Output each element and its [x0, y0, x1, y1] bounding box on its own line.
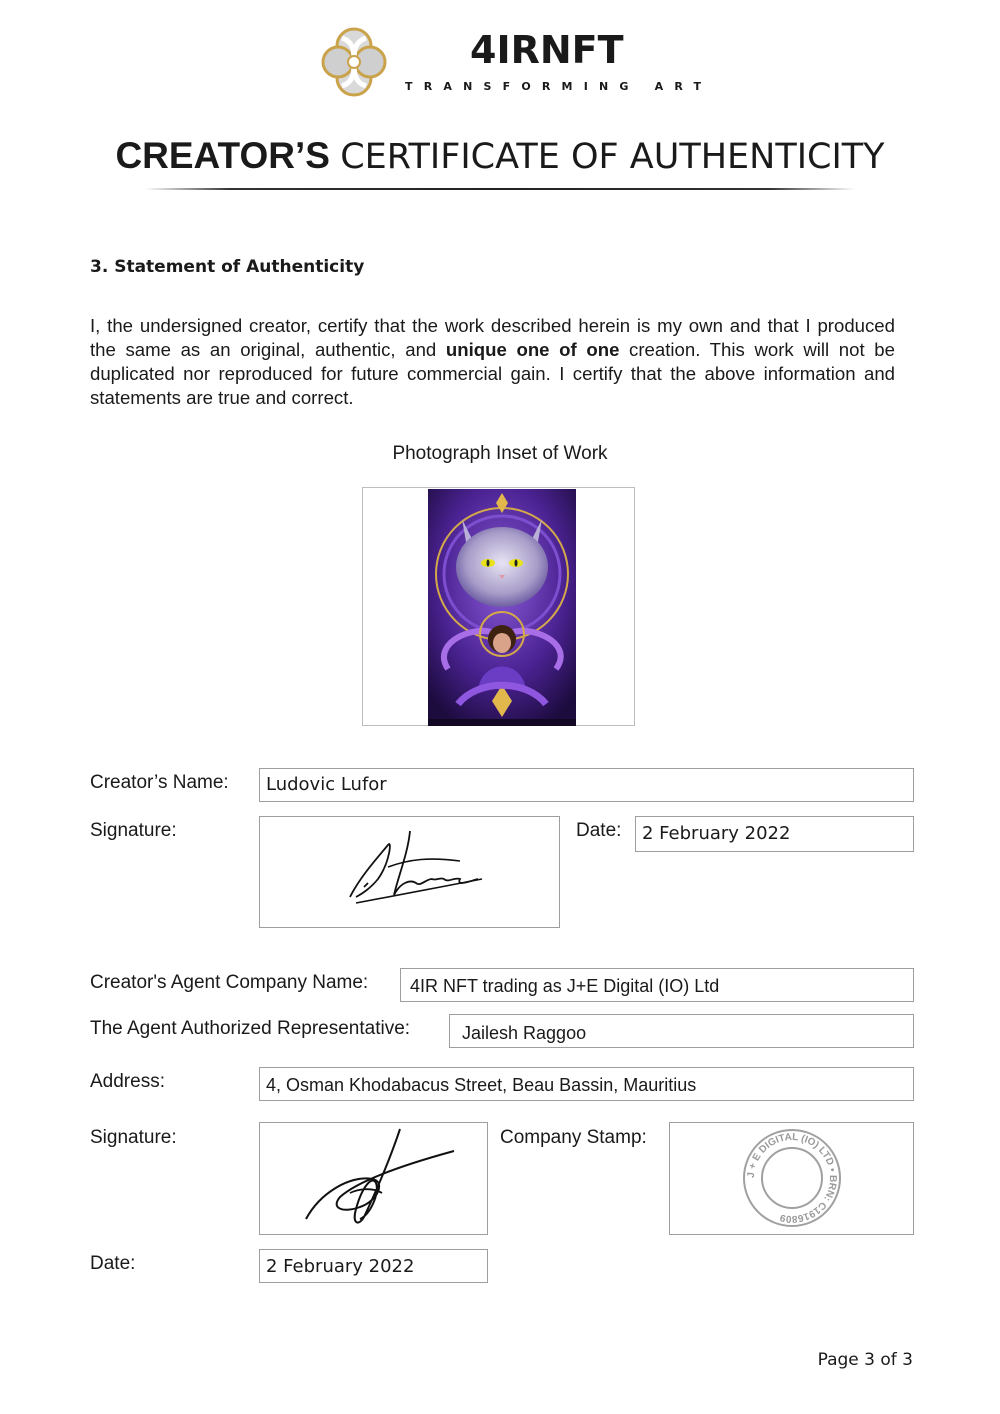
- section-heading: [90, 257, 364, 277]
- creator-date-field[interactable]: [635, 816, 914, 852]
- agent-company-label: Creator's Agent Company Name:: [90, 972, 369, 993]
- agent-date-label: Date:: [90, 1253, 136, 1274]
- agent-signature-box[interactable]: [259, 1122, 488, 1235]
- stamp-text: J + E DIGITAL (IO) LTD • BRN: C1916809: [745, 1131, 839, 1225]
- logo-knot-icon: [316, 24, 392, 100]
- section-title: Statement of Authenticity: [114, 257, 365, 277]
- creator-name-label: Creator’s Name:: [90, 772, 229, 793]
- statement-paragraph: [90, 314, 895, 410]
- title-divider: [145, 188, 855, 190]
- page-title: [0, 135, 1000, 177]
- section-number: 3.: [90, 257, 109, 277]
- title-rest: CERTIFICATE OF AUTHENTICITY: [340, 137, 885, 177]
- creator-date-value: 2 February 2022: [642, 823, 791, 844]
- page-number: Page 3 of 3: [817, 1350, 913, 1370]
- title-bold-part: CREATOR’S: [115, 135, 330, 176]
- company-stamp-label: Company Stamp:: [500, 1127, 647, 1148]
- creator-date-label: Date:: [576, 820, 622, 841]
- agent-company-value: 4IR NFT trading as J+E Digital (IO) Ltd: [410, 976, 720, 996]
- company-stamp-box[interactable]: [669, 1122, 914, 1235]
- brand-name: 4IRNFT: [470, 28, 624, 72]
- inset-caption: Photograph Inset of Work: [392, 443, 608, 464]
- agent-signature-image: [260, 1123, 489, 1236]
- agent-rep-field[interactable]: [449, 1014, 914, 1048]
- svg-text:J + E DIGITAL (IO) LTD • BRN:: [746, 1132, 838, 1224]
- company-stamp-image: [670, 1123, 915, 1236]
- agent-signature-label: Signature:: [90, 1127, 177, 1148]
- statement-text-after: creation. This work will not be duplicated nor reproduced for future commercial gain. I certify that the above information and statements are true and correct.: [90, 339, 895, 408]
- statement-text-before: I, the undersigned creator, certify that the work described herein is my own and that I produced the same as an original, authentic, and: [90, 315, 895, 360]
- creator-signature-image: [260, 817, 561, 929]
- agent-address-value: 4, Osman Khodabacus Street, Beau Bassin, Mauritius: [266, 1075, 697, 1095]
- artwork-image: [428, 489, 576, 726]
- agent-rep-label: The Agent Authorized Representative:: [90, 1018, 411, 1039]
- agent-company-field[interactable]: [400, 968, 914, 1002]
- creator-signature-box[interactable]: [259, 816, 560, 928]
- agent-address-field[interactable]: [259, 1067, 914, 1101]
- agent-date-value: 2 February 2022: [266, 1256, 415, 1277]
- creator-name-value: Ludovic Lufor: [266, 774, 387, 795]
- brand-tagline: TRANSFORMING ART: [405, 80, 713, 93]
- agent-date-field[interactable]: [259, 1249, 488, 1283]
- creator-name-field[interactable]: [259, 768, 914, 802]
- statement-emphasis: unique one of one: [445, 339, 620, 360]
- agent-rep-value: Jailesh Raggoo: [462, 1023, 587, 1043]
- creator-signature-label: Signature:: [90, 820, 177, 841]
- agent-address-label: Address:: [90, 1071, 165, 1092]
